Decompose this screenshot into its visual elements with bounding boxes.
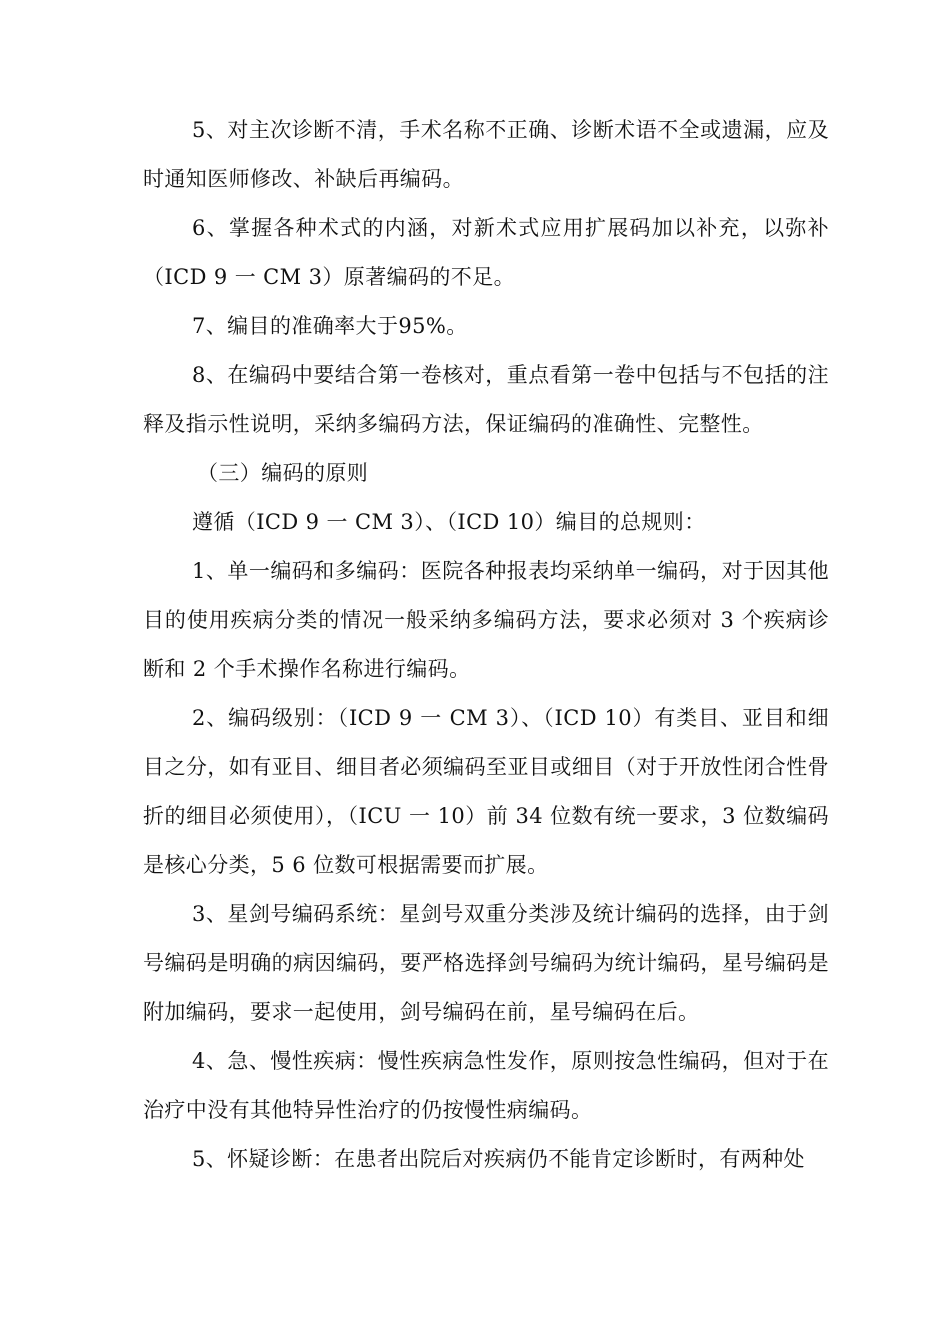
paragraph-item-8-volume-one-check: 8、在编码中要结合第一卷核对，重点看第一卷中包括与不包括的注释及指示性说明，采纳多编码方法，保证编码的准确性、完整性。 [143, 363, 829, 436]
paragraph-rule-4-acute-chronic: 4、急、慢性疾病：慢性疾病急性发作，原则按急性编码，但对于在治疗中没有其他特异性治疗的仍按慢性病编码。 [143, 1049, 829, 1122]
paragraph-rule-1-single-multiple-coding: 1、单一编码和多编码：医院各种报表均采纳单一编码，对于因其他目的使用疾病分类的情况一般采纳多编码方法，要求必须对 3 个疾病诊断和 2 个手术操作名称进行编码。 [143, 559, 829, 681]
document-body [143, 106, 829, 1184]
paragraph-rule-5-suspected-diagnosis: 5、怀疑诊断：在患者出院后对疾病仍不能肯定诊断时，有两种处 [192, 1147, 805, 1171]
paragraph-item-6-new-procedures: 6、掌握各种术式的内涵，对新术式应用扩展码加以补充，以弥补（ICD 9 一 CM 3）原著编码的不足。 [143, 216, 829, 289]
section-heading-coding-principles: （三）编码的原则 [197, 461, 369, 485]
paragraph-rule-3-dagger-asterisk: 3、星剑号编码系统：星剑号双重分类涉及统计编码的选择，由于剑号编码是明确的病因编码，要严格选择剑号编码为统计编码，星号编码是附加编码，要求一起使用，剑号编码在前，星号编码在后。 [143, 902, 829, 1024]
paragraph-general-rules: 遵循（ICD 9 一 CM 3）、（ICD 10）编目的总规则： [192, 510, 706, 534]
paragraph-item-5-unclear-diagnosis: 5、对主次诊断不清，手术名称不正确、诊断术语不全或遗漏，应及时通知医师修改、补缺后再编码。 [143, 118, 829, 191]
paragraph-rule-2-coding-levels: 2、编码级别：（ICD 9 一 CM 3）、（ICD 10）有类目、亚目和细目之分，如有亚目、细目者必须编码至亚目或细目（对于开放性闭合性骨折的细目必须使用），（ICU 一 10）前 34 位数有统一要求，3 位数编码是核心分类，5 6 位数可根据需要而扩展。 [143, 706, 829, 877]
paragraph-item-7-accuracy-rate: 7、编目的准确率大于95%。 [192, 314, 468, 338]
